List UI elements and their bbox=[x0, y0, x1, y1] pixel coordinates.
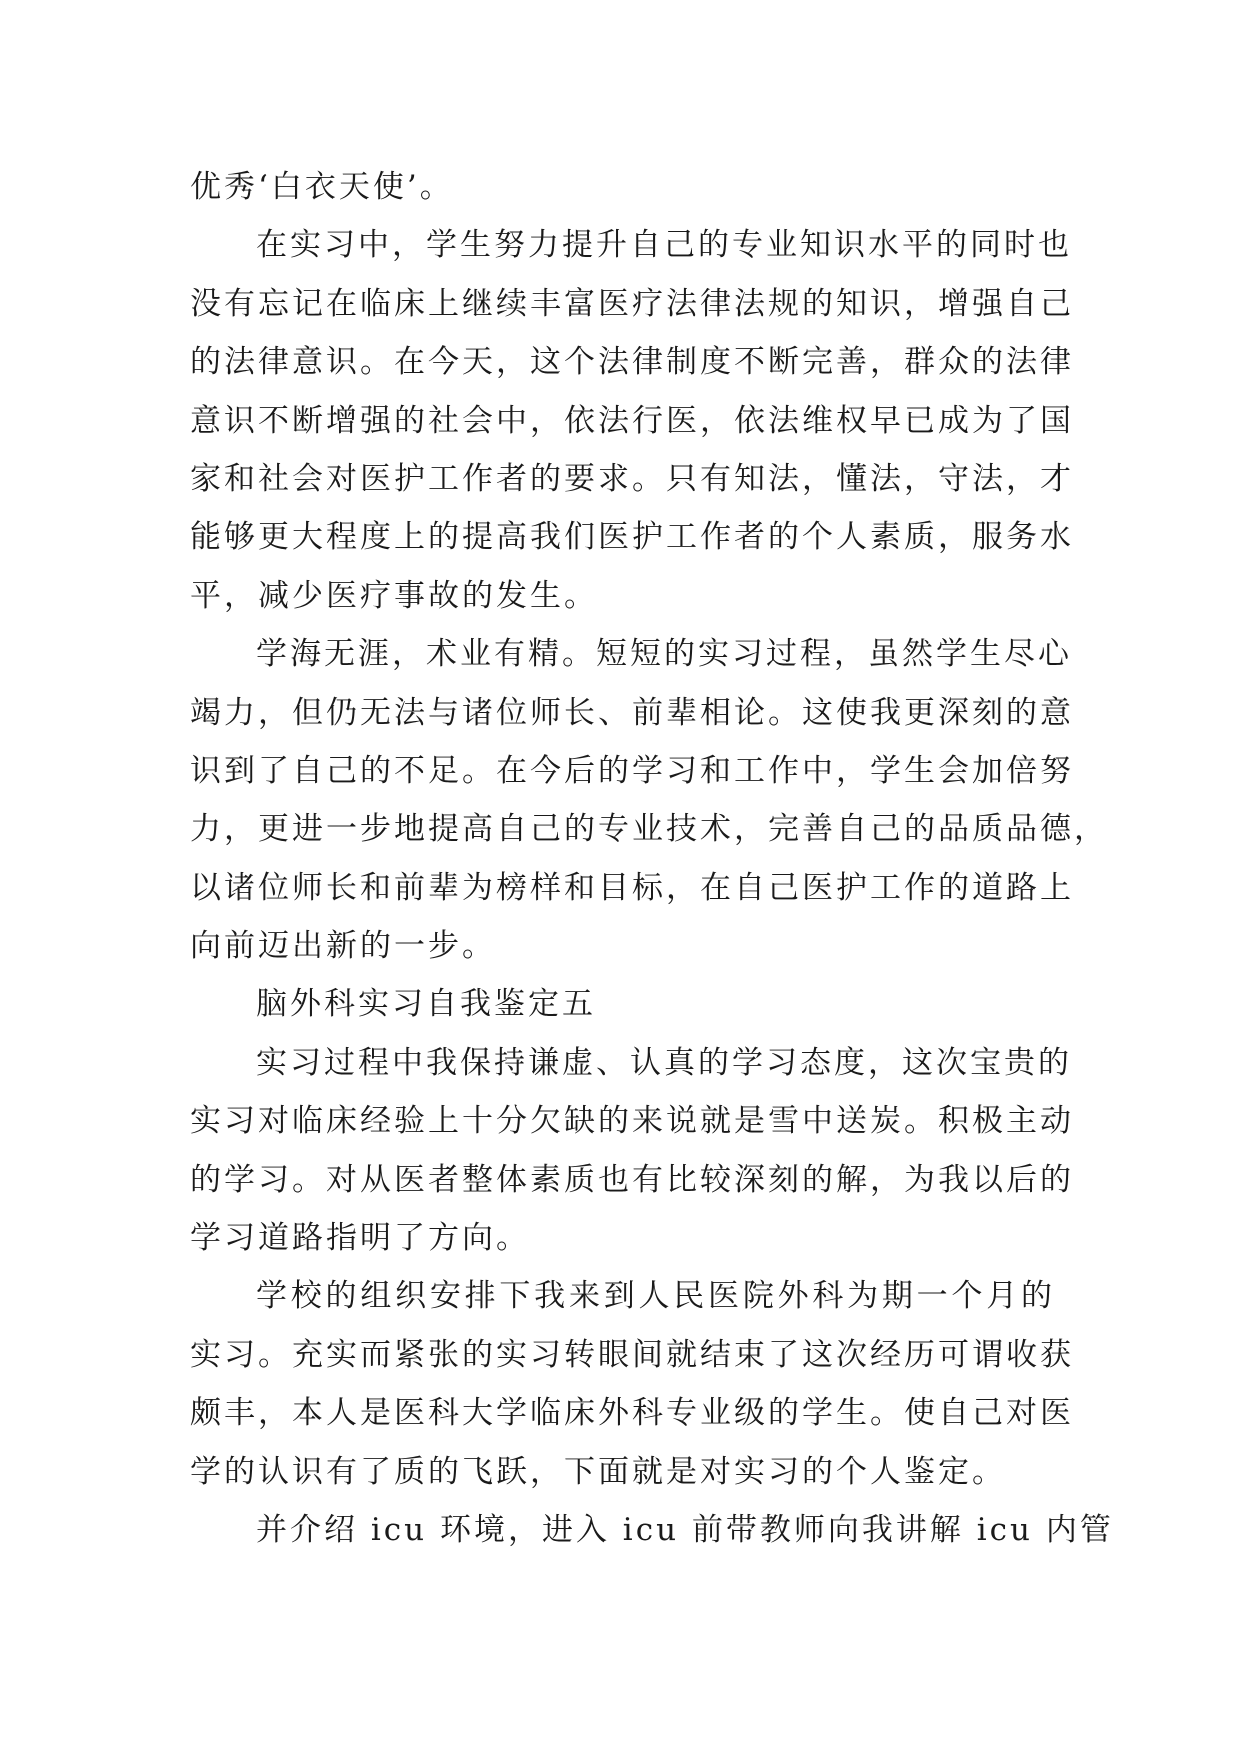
text-line: 学的认识有了质的飞跃，下面就是对实习的个人鉴定。 bbox=[190, 1453, 1006, 1490]
text-line: 脑外科实习自我鉴定五 bbox=[256, 986, 596, 1023]
text-line: 学校的组织安排下我来到人民医院外科为期一个月的 bbox=[256, 1278, 1055, 1315]
text-line: 竭力，但仍无法与诸位师长、前辈相论。这使我更深刻的意 bbox=[190, 694, 1074, 731]
text-line: 实习对临床经验上十分欠缺的来说就是雪中送炭。积极主动 bbox=[190, 1103, 1074, 1140]
text-line: 学海无涯，术业有精。短短的实习过程，虽然学生尽心 bbox=[256, 636, 1072, 673]
text-line: 优秀‘白衣天使’。 bbox=[190, 169, 454, 205]
text-line: 识到了自己的不足。在今后的学习和工作中，学生会加倍努 bbox=[190, 752, 1074, 789]
text-line: 平，减少医疗事故的发生。 bbox=[190, 577, 598, 614]
text-line: 并介绍 icu 环境，进入 icu 前带教师向我讲解 icu 内管 bbox=[256, 1511, 1114, 1548]
text-line: 的法律意识。在今天，这个法律制度不断完善，群众的法律 bbox=[190, 344, 1074, 381]
text-line: 意识不断增强的社会中，依法行医，依法维权早已成为了国 bbox=[190, 402, 1074, 439]
text-line: 能够更大程度上的提高我们医护工作者的个人素质，服务水 bbox=[190, 519, 1074, 556]
document-body bbox=[190, 158, 1114, 1559]
text-line: 颇丰，本人是医科大学临床外科专业级的学生。使自己对医 bbox=[190, 1395, 1074, 1432]
text-line: 在实习中，学生努力提升自己的专业知识水平的同时也 bbox=[256, 227, 1072, 264]
text-line: 学习道路指明了方向。 bbox=[190, 1220, 530, 1257]
text-line: 力，更进一步地提高自己的专业技术，完善自己的品质品德， bbox=[190, 811, 1108, 848]
text-line: 实习过程中我保持谦虚、认真的学习态度，这次宝贵的 bbox=[256, 1044, 1072, 1081]
text-line: 的学习。对从医者整体素质也有比较深刻的解，为我以后的 bbox=[190, 1161, 1074, 1198]
text-line: 向前迈出新的一步。 bbox=[190, 928, 496, 965]
text-line: 以诸位师长和前辈为榜样和目标，在自己医护工作的道路上 bbox=[190, 869, 1074, 906]
text-line: 实习。充实而紧张的实习转眼间就结束了这次经历可谓收获 bbox=[190, 1336, 1074, 1373]
text-line: 没有忘记在临床上继续丰富医疗法律法规的知识，增强自己 bbox=[190, 285, 1074, 322]
text-line: 家和社会对医护工作者的要求。只有知法，懂法，守法，才 bbox=[190, 460, 1074, 497]
